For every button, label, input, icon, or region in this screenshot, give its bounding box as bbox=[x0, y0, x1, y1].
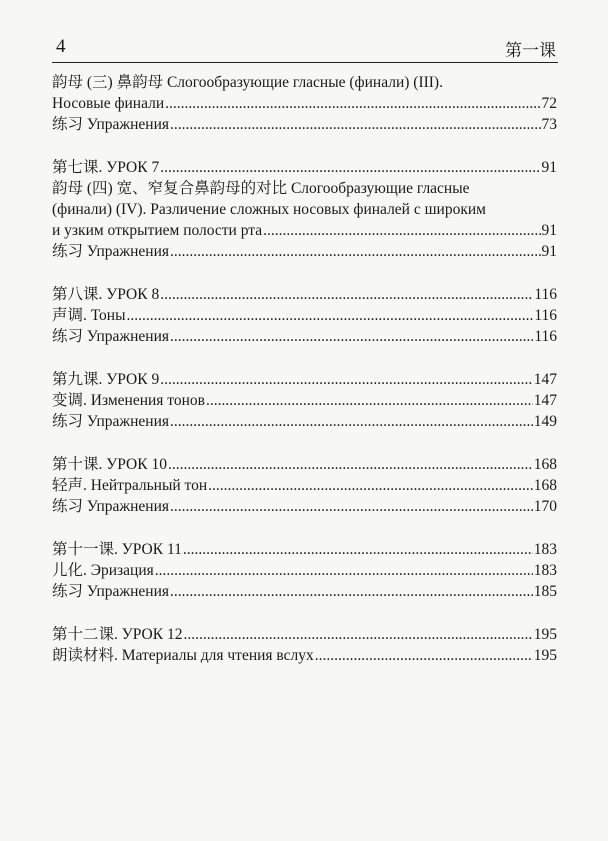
toc-entry[interactable] bbox=[52, 390, 557, 411]
toc-entry[interactable] bbox=[52, 454, 557, 475]
toc-entry-title: Носовые финали bbox=[52, 95, 165, 112]
dot-leader bbox=[206, 390, 533, 411]
toc-entry-title: 第十课. УРОК 10 bbox=[52, 456, 167, 473]
toc-entry-line: 韵母 (三) 鼻韵母 Слогообразующие гласные (финали) (III). bbox=[52, 74, 443, 91]
dot-leader bbox=[170, 496, 533, 517]
toc-entry-title: 练习 Упражнения bbox=[52, 413, 170, 430]
dot-leader bbox=[263, 220, 540, 241]
toc-entry-title: 练习 Упражнения bbox=[52, 116, 170, 133]
dot-leader bbox=[183, 539, 533, 560]
toc-entry[interactable] bbox=[52, 178, 557, 241]
toc-entry-title: 练习 Упражнения bbox=[52, 328, 170, 345]
toc-page-number: 183 bbox=[533, 541, 557, 558]
page-number: 4 bbox=[56, 36, 66, 57]
toc-entry-title: 第七课. УРОК 7 bbox=[52, 159, 160, 176]
toc-entry-title: 第九课. УРОК 9 bbox=[52, 371, 160, 388]
toc-page-number: 72 bbox=[541, 95, 557, 112]
toc-entry[interactable] bbox=[52, 284, 557, 305]
dot-leader bbox=[160, 284, 533, 305]
dot-leader bbox=[170, 114, 540, 135]
toc-section-1 bbox=[52, 72, 557, 135]
toc-page-number: 149 bbox=[533, 413, 557, 430]
toc-entry-title: 第八课. УРОК 8 bbox=[52, 286, 160, 303]
toc-entry[interactable] bbox=[52, 369, 557, 390]
toc-entry[interactable] bbox=[52, 496, 557, 517]
toc-section-2 bbox=[52, 157, 557, 262]
toc-page-number: 147 bbox=[533, 371, 557, 388]
dot-leader bbox=[315, 645, 533, 666]
table-of-contents bbox=[52, 72, 557, 688]
toc-page-number: 116 bbox=[534, 307, 557, 324]
dot-leader bbox=[127, 305, 534, 326]
toc-entry[interactable] bbox=[52, 157, 557, 178]
toc-page-number: 170 bbox=[533, 498, 557, 515]
toc-page-number: 168 bbox=[533, 456, 557, 473]
toc-entry[interactable] bbox=[52, 114, 557, 135]
toc-page-number: 116 bbox=[534, 328, 557, 345]
toc-entry-title: 练习 Упражнения bbox=[52, 243, 170, 260]
dot-leader bbox=[170, 581, 533, 602]
toc-entry-title: 练习 Упражнения bbox=[52, 583, 170, 600]
toc-entry[interactable] bbox=[52, 326, 557, 347]
toc-section-6 bbox=[52, 539, 557, 602]
toc-entry[interactable] bbox=[52, 305, 557, 326]
toc-page-number: 195 bbox=[533, 647, 557, 664]
toc-section-4 bbox=[52, 369, 557, 432]
toc-page-number: 183 bbox=[533, 562, 557, 579]
dot-leader bbox=[170, 411, 533, 432]
dot-leader bbox=[155, 560, 533, 581]
dot-leader bbox=[183, 624, 532, 645]
dot-leader bbox=[168, 454, 533, 475]
dot-leader bbox=[160, 369, 533, 390]
toc-entry-title: 儿化. Эризация bbox=[52, 562, 154, 579]
toc-page-number: 147 bbox=[533, 392, 557, 409]
toc-entry-title: 变调. Изменения тонов bbox=[52, 392, 205, 409]
dot-leader bbox=[170, 326, 533, 347]
dot-leader bbox=[160, 157, 540, 178]
toc-page-number: 185 bbox=[533, 583, 557, 600]
toc-page-number: 91 bbox=[541, 159, 557, 176]
toc-entry[interactable] bbox=[52, 581, 557, 602]
toc-page-number: 116 bbox=[534, 286, 557, 303]
toc-page-number: 168 bbox=[533, 477, 557, 494]
toc-entry-title: 朗读材料. Материалы для чтения вслух bbox=[52, 647, 314, 664]
toc-entry[interactable] bbox=[52, 539, 557, 560]
toc-page-number: 91 bbox=[541, 243, 557, 260]
toc-entry-title: 第十一课. УРОК 11 bbox=[52, 541, 182, 558]
toc-entry[interactable] bbox=[52, 72, 557, 114]
toc-page-number: 195 bbox=[533, 626, 557, 643]
toc-entry-title: 轻声. Нейтральный тон bbox=[52, 477, 208, 494]
dot-leader bbox=[165, 93, 540, 114]
toc-entry-title: 练习 Упражнения bbox=[52, 498, 170, 515]
running-title: 第一课 bbox=[505, 41, 556, 60]
toc-section-7 bbox=[52, 624, 557, 666]
page-header bbox=[52, 34, 558, 63]
toc-entry-line: 韵母 (四) 宽、窄复合鼻韵母的对比 Слогообразующие гласные bbox=[52, 180, 470, 197]
toc-section-3 bbox=[52, 284, 557, 347]
toc-entry-title: 第十二课. УРОК 12 bbox=[52, 626, 183, 643]
toc-entry-title: и узким открытием полости рта bbox=[52, 222, 263, 239]
toc-page-number: 91 bbox=[541, 222, 557, 239]
toc-entry-title: 声调. Тоны bbox=[52, 307, 126, 324]
dot-leader bbox=[170, 241, 540, 262]
toc-entry[interactable] bbox=[52, 241, 557, 262]
toc-section-5 bbox=[52, 454, 557, 517]
toc-entry[interactable] bbox=[52, 475, 557, 496]
toc-entry[interactable] bbox=[52, 624, 557, 645]
dot-leader bbox=[208, 475, 533, 496]
toc-entry[interactable] bbox=[52, 560, 557, 581]
toc-entry-line: (финали) (IV). Различение сложных носовых финалей с широким bbox=[52, 201, 486, 218]
toc-entry[interactable] bbox=[52, 645, 557, 666]
toc-page-number: 73 bbox=[541, 116, 557, 133]
toc-entry[interactable] bbox=[52, 411, 557, 432]
